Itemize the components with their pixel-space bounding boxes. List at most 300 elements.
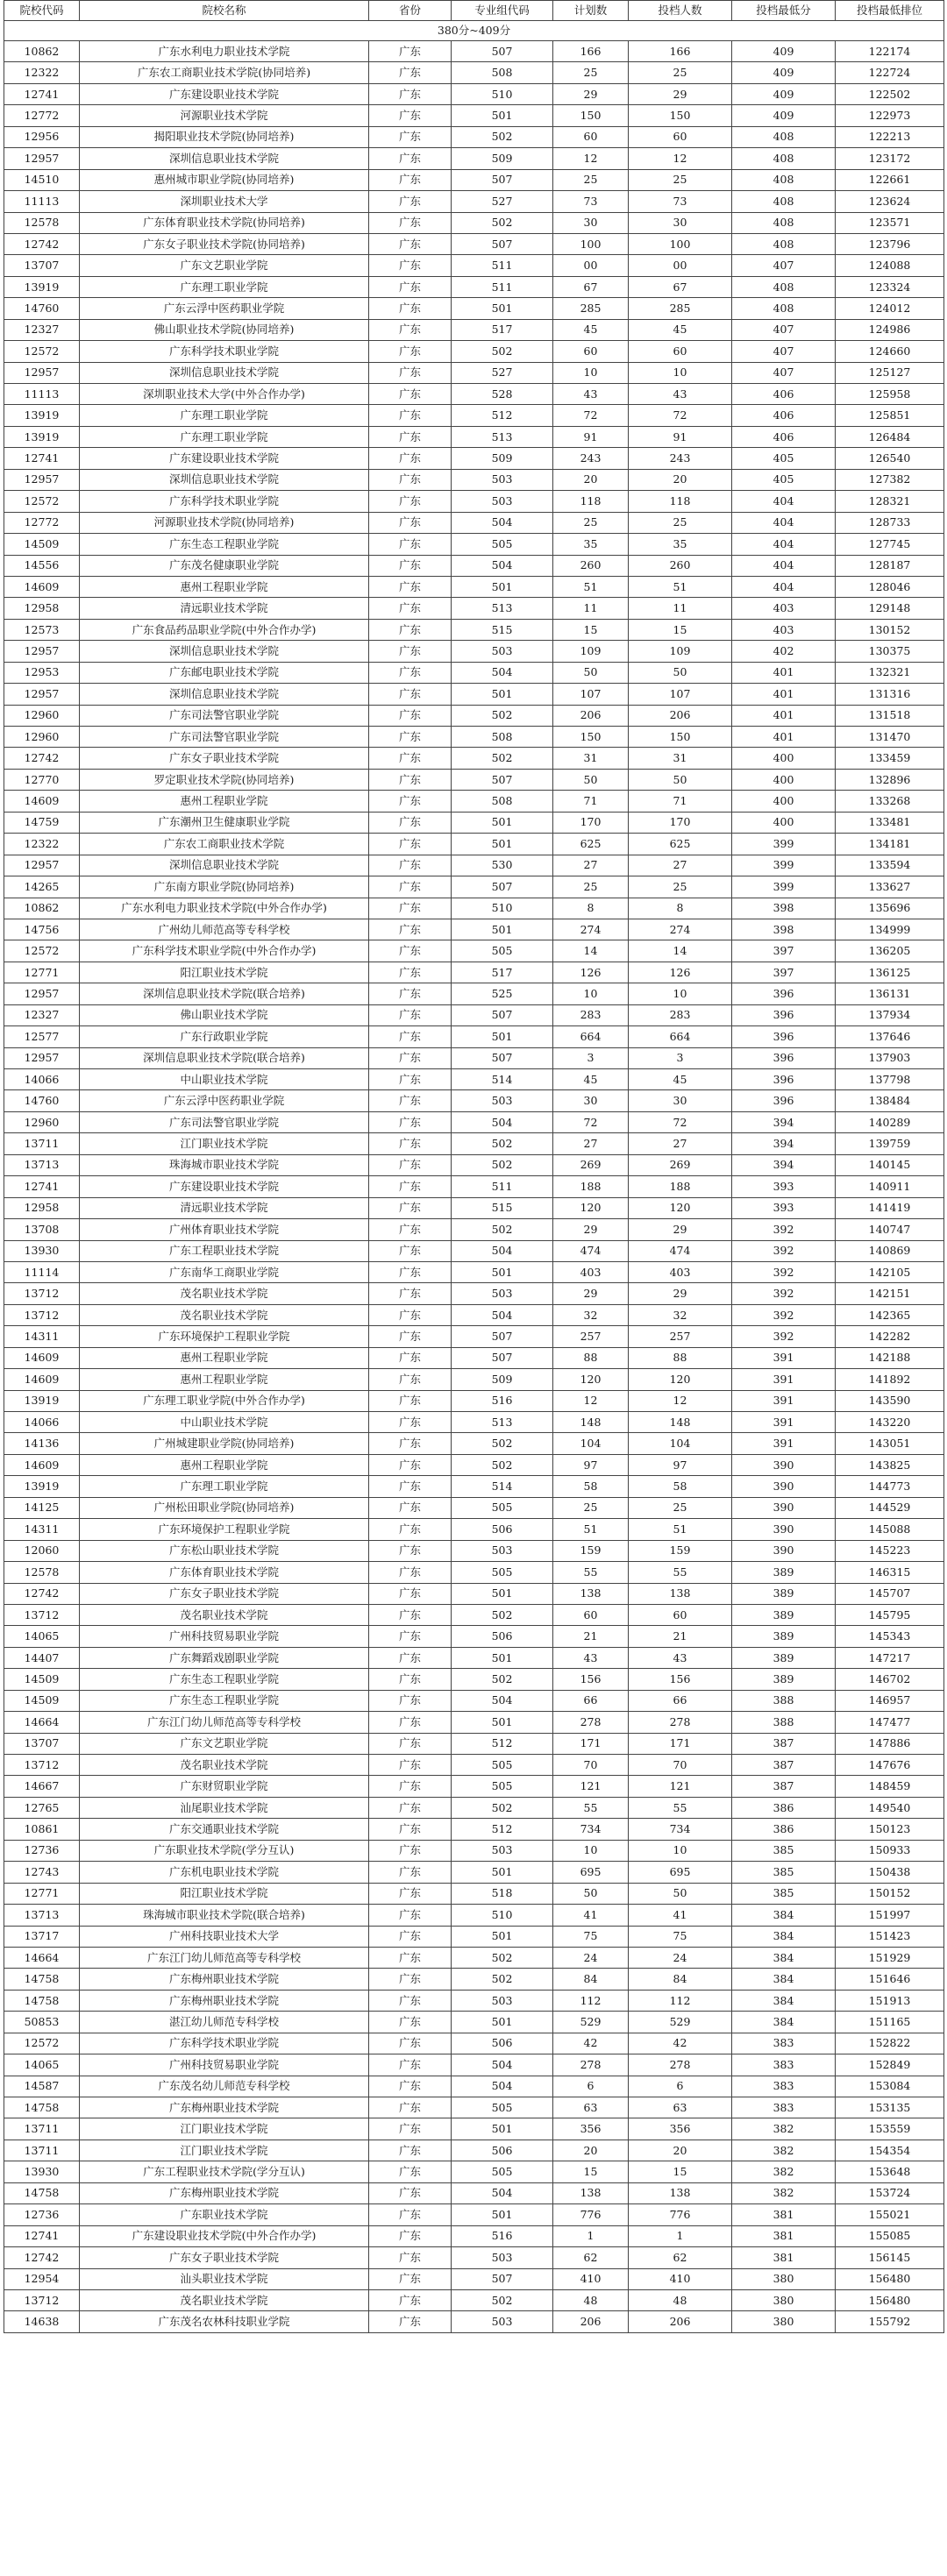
min-score-cell: 390 xyxy=(732,1497,836,1518)
table-row xyxy=(4,276,944,297)
college-code-cell: 14066 xyxy=(4,1412,80,1433)
admitted-count-cell: 12 xyxy=(629,148,732,169)
min-rank-cell: 136205 xyxy=(836,940,944,962)
province-cell: 广东 xyxy=(369,2118,452,2140)
college-code-cell: 13930 xyxy=(4,2161,80,2182)
college-name-cell: 广东职业技术学院 xyxy=(80,2204,369,2225)
group-code-cell: 501 xyxy=(452,1026,553,1047)
college-code-cell: 12578 xyxy=(4,1562,80,1583)
min-rank-cell: 150123 xyxy=(836,1819,944,1840)
table-row xyxy=(4,876,944,898)
group-code-cell: 518 xyxy=(452,1883,553,1904)
header-college-name: 院校名称 xyxy=(80,1,369,21)
college-name-cell: 广州幼儿师范高等专科学校 xyxy=(80,919,369,940)
group-code-cell: 507 xyxy=(452,233,553,254)
plan-count-cell: 11 xyxy=(553,598,629,619)
min-score-cell: 399 xyxy=(732,876,836,898)
min-rank-cell: 144773 xyxy=(836,1476,944,1497)
table-row xyxy=(4,748,944,769)
plan-count-cell: 166 xyxy=(553,41,629,62)
province-cell: 广东 xyxy=(369,619,452,640)
table-row xyxy=(4,1755,944,1776)
college-code-cell: 12742 xyxy=(4,233,80,254)
admitted-count-cell: 278 xyxy=(629,1712,732,1733)
college-name-cell: 广东文艺职业学院 xyxy=(80,1733,369,1754)
college-name-cell: 广东体育职业技术学院 xyxy=(80,1562,369,1583)
province-cell: 广东 xyxy=(369,1111,452,1132)
plan-count-cell: 278 xyxy=(553,1712,629,1733)
group-code-cell: 509 xyxy=(452,148,553,169)
college-name-cell: 广东司法警官职业学院 xyxy=(80,727,369,748)
province-cell: 广东 xyxy=(369,962,452,983)
plan-count-cell: 67 xyxy=(553,276,629,297)
table-row xyxy=(4,1111,944,1132)
group-code-cell: 504 xyxy=(452,1690,553,1711)
province-cell: 广东 xyxy=(369,983,452,1004)
group-code-cell: 507 xyxy=(452,1047,553,1068)
admitted-count-cell: 71 xyxy=(629,791,732,812)
min-score-cell: 403 xyxy=(732,598,836,619)
college-name-cell: 广东梅州职业技术学院 xyxy=(80,2097,369,2118)
college-name-cell: 广东食品药品职业学院(中外合作办学) xyxy=(80,619,369,640)
admitted-count-cell: 529 xyxy=(629,2012,732,2033)
province-cell: 广东 xyxy=(369,41,452,62)
table-row xyxy=(4,2247,944,2268)
college-code-cell: 13707 xyxy=(4,1733,80,1754)
province-cell: 广东 xyxy=(369,83,452,104)
min-rank-cell: 125127 xyxy=(836,362,944,383)
college-code-cell: 13707 xyxy=(4,255,80,276)
group-code-cell: 502 xyxy=(452,126,553,147)
min-rank-cell: 155021 xyxy=(836,2204,944,2225)
group-code-cell: 527 xyxy=(452,362,553,383)
college-name-cell: 茂名职业技术学院 xyxy=(80,1604,369,1625)
college-name-cell: 茂名职业技术学院 xyxy=(80,1283,369,1304)
group-code-cell: 511 xyxy=(452,276,553,297)
group-code-cell: 501 xyxy=(452,1261,553,1282)
min-score-cell: 382 xyxy=(732,2161,836,2182)
college-code-cell: 12572 xyxy=(4,2033,80,2054)
min-score-cell: 392 xyxy=(732,1219,836,1240)
plan-count-cell: 48 xyxy=(553,2289,629,2310)
college-name-cell: 广东体育职业技术学院(协同培养) xyxy=(80,212,369,233)
college-code-cell: 13711 xyxy=(4,2140,80,2161)
province-cell: 广东 xyxy=(369,1669,452,1690)
admitted-count-cell: 695 xyxy=(629,1862,732,1883)
group-code-cell: 501 xyxy=(452,919,553,940)
min-score-cell: 409 xyxy=(732,105,836,126)
admitted-count-cell: 45 xyxy=(629,319,732,340)
table-row xyxy=(4,1176,944,1197)
plan-count-cell: 156 xyxy=(553,1669,629,1690)
college-code-cell: 14667 xyxy=(4,1776,80,1797)
college-code-cell: 12577 xyxy=(4,1026,80,1047)
plan-count-cell: 55 xyxy=(553,1797,629,1818)
table-row xyxy=(4,126,944,147)
min-score-cell: 391 xyxy=(732,1412,836,1433)
table-row xyxy=(4,1669,944,1690)
college-code-cell: 13708 xyxy=(4,1219,80,1240)
plan-count-cell: 45 xyxy=(553,319,629,340)
table-row xyxy=(4,233,944,254)
admitted-count-cell: 260 xyxy=(629,555,732,576)
min-rank-cell: 131316 xyxy=(836,684,944,705)
table-row xyxy=(4,212,944,233)
college-code-cell: 14510 xyxy=(4,169,80,190)
college-name-cell: 广东茂名幼儿师范专科学校 xyxy=(80,2076,369,2097)
plan-count-cell: 27 xyxy=(553,1133,629,1154)
plan-count-cell: 14 xyxy=(553,940,629,962)
plan-count-cell: 66 xyxy=(553,1690,629,1711)
header-admitted-count: 投档人数 xyxy=(629,1,732,21)
group-code-cell: 501 xyxy=(452,1583,553,1604)
table-row xyxy=(4,2225,944,2246)
group-code-cell: 515 xyxy=(452,619,553,640)
min-rank-cell: 124986 xyxy=(836,319,944,340)
province-cell: 广东 xyxy=(369,1540,452,1561)
min-rank-cell: 128321 xyxy=(836,491,944,512)
province-cell: 广东 xyxy=(369,769,452,790)
min-score-cell: 390 xyxy=(732,1476,836,1497)
min-rank-cell: 124012 xyxy=(836,298,944,319)
min-rank-cell: 156480 xyxy=(836,2289,944,2310)
college-code-cell: 14758 xyxy=(4,1969,80,1990)
admitted-count-cell: 60 xyxy=(629,1604,732,1625)
plan-count-cell: 12 xyxy=(553,1390,629,1411)
min-rank-cell: 149540 xyxy=(836,1797,944,1818)
group-code-cell: 503 xyxy=(452,1090,553,1111)
min-score-cell: 389 xyxy=(732,1669,836,1690)
plan-count-cell: 00 xyxy=(553,255,629,276)
group-code-cell: 504 xyxy=(452,2182,553,2203)
plan-count-cell: 20 xyxy=(553,2140,629,2161)
group-code-cell: 504 xyxy=(452,1111,553,1132)
min-score-cell: 381 xyxy=(732,2247,836,2268)
province-cell: 广东 xyxy=(369,662,452,683)
group-code-cell: 507 xyxy=(452,2268,553,2289)
group-code-cell: 503 xyxy=(452,1540,553,1561)
college-code-cell: 13919 xyxy=(4,1476,80,1497)
college-name-cell: 广东理工职业学院 xyxy=(80,405,369,426)
province-cell: 广东 xyxy=(369,169,452,190)
min-score-cell: 409 xyxy=(732,41,836,62)
table-row xyxy=(4,298,944,319)
plan-count-cell: 58 xyxy=(553,1476,629,1497)
min-rank-cell: 122973 xyxy=(836,105,944,126)
min-score-cell: 381 xyxy=(732,2204,836,2225)
min-score-cell: 396 xyxy=(732,983,836,1004)
plan-count-cell: 73 xyxy=(553,191,629,212)
group-code-cell: 502 xyxy=(452,1604,553,1625)
min-rank-cell: 133627 xyxy=(836,876,944,898)
min-rank-cell: 144529 xyxy=(836,1497,944,1518)
province-cell: 广东 xyxy=(369,2268,452,2289)
college-name-cell: 广东建设职业技术学院 xyxy=(80,83,369,104)
admitted-count-cell: 31 xyxy=(629,748,732,769)
table-row xyxy=(4,41,944,62)
plan-count-cell: 51 xyxy=(553,1519,629,1540)
table-row xyxy=(4,1476,944,1497)
group-code-cell: 507 xyxy=(452,1347,553,1368)
min-rank-cell: 145223 xyxy=(836,1540,944,1561)
plan-count-cell: 100 xyxy=(553,233,629,254)
min-rank-cell: 152849 xyxy=(836,2054,944,2076)
college-code-cell: 12771 xyxy=(4,962,80,983)
group-code-cell: 502 xyxy=(452,1669,553,1690)
college-code-cell: 14066 xyxy=(4,1069,80,1090)
min-score-cell: 386 xyxy=(732,1819,836,1840)
college-name-cell: 湛江幼儿师范专科学校 xyxy=(80,2012,369,2033)
plan-count-cell: 112 xyxy=(553,1990,629,2011)
plan-count-cell: 159 xyxy=(553,1540,629,1561)
table-header-row xyxy=(4,1,944,21)
plan-count-cell: 21 xyxy=(553,1626,629,1647)
college-code-cell: 12742 xyxy=(4,2247,80,2268)
group-code-cell: 502 xyxy=(452,1454,553,1475)
province-cell: 广东 xyxy=(369,641,452,662)
min-score-cell: 392 xyxy=(732,1261,836,1282)
college-code-cell: 14311 xyxy=(4,1326,80,1347)
plan-count-cell: 138 xyxy=(553,1583,629,1604)
college-name-cell: 广东松山职业技术学院 xyxy=(80,1540,369,1561)
table-row xyxy=(4,983,944,1004)
min-rank-cell: 142282 xyxy=(836,1326,944,1347)
min-score-cell: 401 xyxy=(732,684,836,705)
group-code-cell: 502 xyxy=(452,212,553,233)
college-name-cell: 深圳信息职业技术学院 xyxy=(80,684,369,705)
province-cell: 广东 xyxy=(369,1905,452,1926)
plan-count-cell: 15 xyxy=(553,619,629,640)
province-cell: 广东 xyxy=(369,1026,452,1047)
min-rank-cell: 135696 xyxy=(836,898,944,919)
min-rank-cell: 136131 xyxy=(836,983,944,1004)
college-name-cell: 广东科学技术职业学院 xyxy=(80,341,369,362)
min-score-cell: 399 xyxy=(732,834,836,855)
college-name-cell: 茂名职业技术学院 xyxy=(80,2289,369,2310)
plan-count-cell: 71 xyxy=(553,791,629,812)
min-score-cell: 408 xyxy=(732,233,836,254)
admitted-count-cell: 21 xyxy=(629,1626,732,1647)
min-rank-cell: 145343 xyxy=(836,1626,944,1647)
province-cell: 广东 xyxy=(369,255,452,276)
college-code-cell: 50853 xyxy=(4,2012,80,2033)
college-name-cell: 惠州工程职业学院 xyxy=(80,1454,369,1475)
group-code-cell: 504 xyxy=(452,1240,553,1261)
province-cell: 广东 xyxy=(369,1819,452,1840)
min-rank-cell: 128046 xyxy=(836,576,944,597)
plan-count-cell: 70 xyxy=(553,1755,629,1776)
min-rank-cell: 128733 xyxy=(836,512,944,533)
college-code-cell: 12741 xyxy=(4,1176,80,1197)
table-row xyxy=(4,1776,944,1797)
table-row xyxy=(4,1154,944,1175)
min-rank-cell: 140145 xyxy=(836,1154,944,1175)
min-score-cell: 409 xyxy=(732,83,836,104)
min-score-cell: 408 xyxy=(732,276,836,297)
min-rank-cell: 133481 xyxy=(836,812,944,833)
group-code-cell: 502 xyxy=(452,1947,553,1968)
min-score-cell: 400 xyxy=(732,791,836,812)
college-code-cell: 14065 xyxy=(4,1626,80,1647)
college-code-cell: 14065 xyxy=(4,2054,80,2076)
group-code-cell: 528 xyxy=(452,384,553,405)
group-code-cell: 514 xyxy=(452,1476,553,1497)
min-rank-cell: 123624 xyxy=(836,191,944,212)
min-rank-cell: 122661 xyxy=(836,169,944,190)
min-rank-cell: 151646 xyxy=(836,1969,944,1990)
plan-count-cell: 29 xyxy=(553,83,629,104)
admitted-count-cell: 283 xyxy=(629,1004,732,1025)
table-row xyxy=(4,1326,944,1347)
group-code-cell: 503 xyxy=(452,2247,553,2268)
plan-count-cell: 403 xyxy=(553,1261,629,1282)
min-score-cell: 400 xyxy=(732,769,836,790)
college-code-cell: 12765 xyxy=(4,1797,80,1818)
province-cell: 广东 xyxy=(369,212,452,233)
college-code-cell: 12736 xyxy=(4,2204,80,2225)
table-row xyxy=(4,1304,944,1325)
plan-count-cell: 31 xyxy=(553,748,629,769)
header-group-code: 专业组代码 xyxy=(452,1,553,21)
admitted-count-cell: 664 xyxy=(629,1026,732,1047)
min-score-cell: 387 xyxy=(732,1733,836,1754)
plan-count-cell: 35 xyxy=(553,534,629,555)
college-code-cell: 12327 xyxy=(4,1004,80,1025)
admitted-count-cell: 150 xyxy=(629,105,732,126)
table-row xyxy=(4,426,944,447)
group-code-cell: 504 xyxy=(452,512,553,533)
min-score-cell: 409 xyxy=(732,62,836,83)
college-name-cell: 佛山职业技术学院(协同培养) xyxy=(80,319,369,340)
min-rank-cell: 122174 xyxy=(836,41,944,62)
college-name-cell: 深圳信息职业技术学院 xyxy=(80,148,369,169)
plan-count-cell: 88 xyxy=(553,1347,629,1368)
table-row xyxy=(4,1133,944,1154)
table-row xyxy=(4,919,944,940)
group-code-cell: 501 xyxy=(452,1712,553,1733)
college-code-cell: 12957 xyxy=(4,855,80,876)
college-name-cell: 广东理工职业学院(中外合作办学) xyxy=(80,1390,369,1411)
province-cell: 广东 xyxy=(369,855,452,876)
min-score-cell: 401 xyxy=(732,705,836,726)
province-cell: 广东 xyxy=(369,2161,452,2182)
province-cell: 广东 xyxy=(369,362,452,383)
group-code-cell: 525 xyxy=(452,983,553,1004)
plan-count-cell: 62 xyxy=(553,2247,629,2268)
college-name-cell: 广东科学技术职业学院 xyxy=(80,2033,369,2054)
table-row xyxy=(4,1819,944,1840)
table-row xyxy=(4,1004,944,1025)
college-name-cell: 深圳信息职业技术学院 xyxy=(80,641,369,662)
table-row xyxy=(4,1690,944,1711)
plan-count-cell: 42 xyxy=(553,2033,629,2054)
college-name-cell: 深圳信息职业技术学院 xyxy=(80,855,369,876)
province-cell: 广东 xyxy=(369,1926,452,1947)
table-row xyxy=(4,534,944,555)
min-score-cell: 393 xyxy=(732,1197,836,1218)
group-code-cell: 505 xyxy=(452,1776,553,1797)
college-name-cell: 广东生态工程职业学院 xyxy=(80,1669,369,1690)
min-rank-cell: 151913 xyxy=(836,1990,944,2011)
min-score-cell: 384 xyxy=(732,1926,836,1947)
min-score-cell: 404 xyxy=(732,491,836,512)
min-rank-cell: 131518 xyxy=(836,705,944,726)
table-row xyxy=(4,555,944,576)
min-rank-cell: 133268 xyxy=(836,791,944,812)
min-rank-cell: 132321 xyxy=(836,662,944,683)
college-code-cell: 12578 xyxy=(4,212,80,233)
table-row xyxy=(4,1626,944,1647)
plan-count-cell: 10 xyxy=(553,362,629,383)
plan-count-cell: 15 xyxy=(553,2161,629,2182)
college-name-cell: 江门职业技术学院 xyxy=(80,1133,369,1154)
min-score-cell: 388 xyxy=(732,1690,836,1711)
college-code-cell: 12957 xyxy=(4,362,80,383)
group-code-cell: 502 xyxy=(452,2289,553,2310)
plan-count-cell: 60 xyxy=(553,1604,629,1625)
plan-count-cell: 32 xyxy=(553,1304,629,1325)
college-code-cell: 14556 xyxy=(4,555,80,576)
college-name-cell: 广东南方职业学院(协同培养) xyxy=(80,876,369,898)
college-name-cell: 广东农工商职业技术学院 xyxy=(80,834,369,855)
province-cell: 广东 xyxy=(369,2311,452,2332)
admitted-count-cell: 257 xyxy=(629,1326,732,1347)
min-rank-cell: 155085 xyxy=(836,2225,944,2246)
group-code-cell: 502 xyxy=(452,1969,553,1990)
college-name-cell: 汕头职业技术学院 xyxy=(80,2268,369,2289)
group-code-cell: 510 xyxy=(452,1905,553,1926)
group-code-cell: 501 xyxy=(452,298,553,319)
plan-count-cell: 188 xyxy=(553,1176,629,1197)
province-cell: 广东 xyxy=(369,1197,452,1218)
min-rank-cell: 156480 xyxy=(836,2268,944,2289)
plan-count-cell: 269 xyxy=(553,1154,629,1175)
group-code-cell: 510 xyxy=(452,83,553,104)
min-score-cell: 404 xyxy=(732,576,836,597)
min-score-cell: 390 xyxy=(732,1519,836,1540)
min-score-cell: 381 xyxy=(732,2225,836,2246)
admitted-count-cell: 88 xyxy=(629,1347,732,1368)
table-row xyxy=(4,2012,944,2033)
province-cell: 广东 xyxy=(369,1347,452,1368)
table-row xyxy=(4,1947,944,1968)
plan-count-cell: 29 xyxy=(553,1283,629,1304)
admitted-count-cell: 11 xyxy=(629,598,732,619)
table-row xyxy=(4,2054,944,2076)
min-score-cell: 394 xyxy=(732,1111,836,1132)
college-name-cell: 深圳职业技术大学(中外合作办学) xyxy=(80,384,369,405)
min-score-cell: 401 xyxy=(732,662,836,683)
college-name-cell: 罗定职业技术学院(协同培养) xyxy=(80,769,369,790)
min-score-cell: 382 xyxy=(732,2140,836,2161)
college-name-cell: 珠海城市职业技术学院 xyxy=(80,1154,369,1175)
group-code-cell: 502 xyxy=(452,341,553,362)
college-name-cell: 广东邮电职业技术学院 xyxy=(80,662,369,683)
province-cell: 广东 xyxy=(369,1519,452,1540)
admitted-count-cell: 170 xyxy=(629,812,732,833)
table-row xyxy=(4,2289,944,2310)
province-cell: 广东 xyxy=(369,62,452,83)
college-name-cell: 阳江职业技术学院 xyxy=(80,962,369,983)
province-cell: 广东 xyxy=(369,2289,452,2310)
plan-count-cell: 6 xyxy=(553,2076,629,2097)
college-code-cell: 14609 xyxy=(4,1454,80,1475)
college-code-cell: 12742 xyxy=(4,1583,80,1604)
min-score-cell: 405 xyxy=(732,469,836,490)
min-rank-cell: 126484 xyxy=(836,426,944,447)
province-cell: 广东 xyxy=(369,534,452,555)
table-row xyxy=(4,1090,944,1111)
